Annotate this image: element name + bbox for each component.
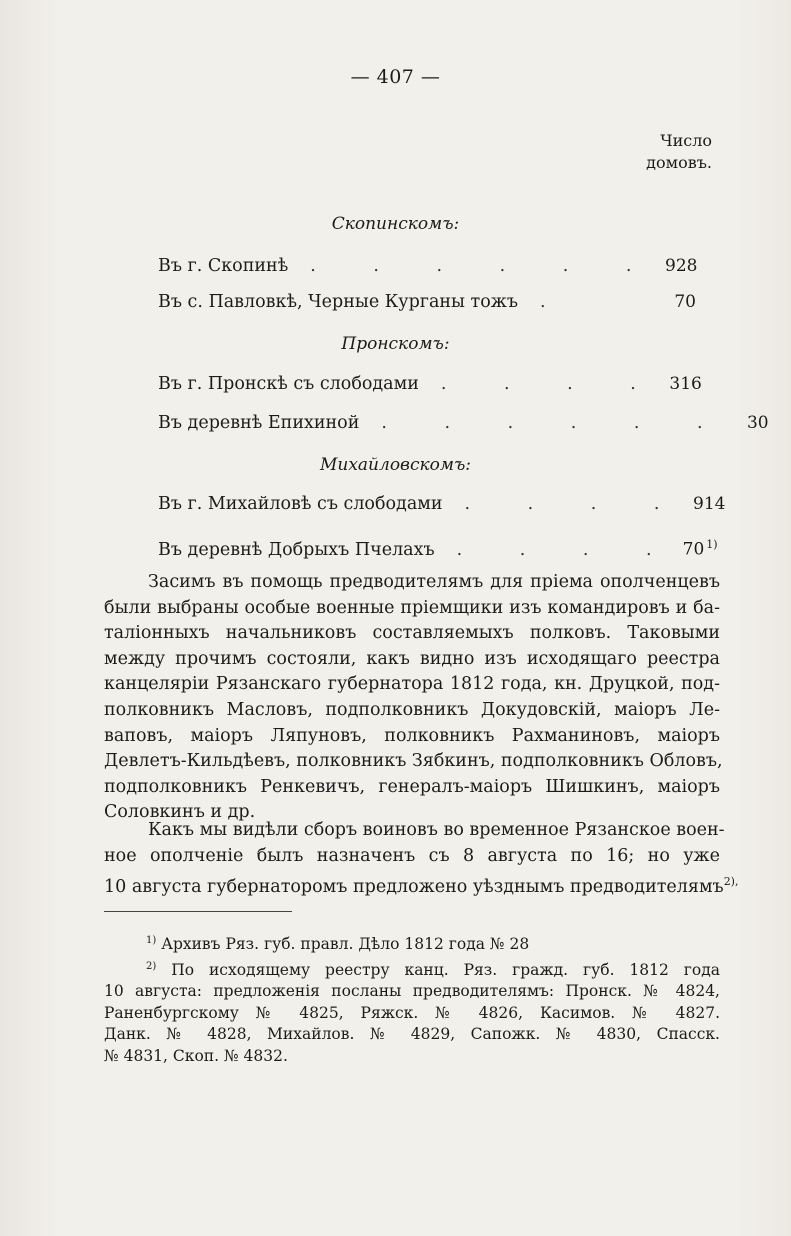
- entry-name: Въ г. Пронскѣ съ слободами: [158, 374, 419, 394]
- footnote-marker: 1): [146, 935, 157, 946]
- text-line: Девлетъ-Кильдѣевъ, полковникъ Зябкинъ, подполковникъ Обловъ,: [104, 751, 723, 772]
- text-line: полковникъ Масловъ, подполковникъ Докудовскій, маіоръ Ле-: [104, 699, 720, 720]
- text-line: канцеляріи Рязанскаго губернатора 1812 года, кн. Друцкой, под-: [104, 674, 720, 695]
- footnote-line: 10 августа: предложенія посланы предводителямъ: Пронск. № 4824,: [104, 982, 720, 1001]
- page-number: — 407 —: [350, 66, 441, 88]
- entry-dots: . . . .: [456, 539, 678, 560]
- text-line: подполковникъ Ренкевичъ, генералъ-маіоръ Шишкинъ, маіоръ: [104, 776, 720, 797]
- table-row: [158, 254, 696, 278]
- entry-dots: . . . . . .: [310, 256, 658, 276]
- footnote-line: № 4831, Скоп. № 4832.: [104, 1046, 288, 1065]
- entry-value: [678, 533, 718, 562]
- entry-value: 70: [674, 292, 696, 312]
- section-title-mikhailov: Михайловскомъ:: [319, 455, 472, 475]
- footnotes: [104, 930, 720, 1067]
- entry-value: 928: [665, 256, 698, 276]
- text-line: Засимъ въ помощь предводителямъ для пріема ополченцевъ: [148, 572, 720, 592]
- entry-dots: . . . . . .: [381, 413, 729, 433]
- table-row: [158, 290, 696, 314]
- text-line: [104, 869, 739, 898]
- entry-name: Въ г. Скопинѣ: [158, 256, 289, 276]
- entry-value: 316: [669, 374, 702, 394]
- table-row: [158, 411, 769, 435]
- footnote-2: [104, 956, 720, 982]
- entry-dots: . . . .: [464, 494, 686, 514]
- paragraph-2: [104, 818, 739, 898]
- entry-value-number: 70: [682, 539, 705, 560]
- paragraph-1: [104, 570, 723, 826]
- footnote-ref: 2),: [723, 875, 739, 889]
- text-line: Какъ мы видѣли сборъ воиновъ во временное Рязанское воен-: [148, 820, 725, 840]
- entry-name: Въ с. Павловкѣ, Черные Курганы тожъ: [158, 292, 518, 312]
- entry-name: Въ деревнѣ Епихиной: [158, 413, 360, 433]
- table-row: [158, 492, 726, 516]
- footnote-marker: 2): [146, 960, 157, 972]
- entry-value: 914: [693, 494, 726, 514]
- text-line: были выбраны особые военные пріемщики изъ командировъ и ба-: [104, 597, 720, 618]
- text-line: Соловкинъ и др.: [104, 802, 256, 823]
- entry-value: 30: [746, 413, 769, 433]
- footnote-text: Архивъ Ряз. губ. правл. Дѣло 1812 года № 28: [161, 935, 530, 954]
- table-row: [158, 533, 718, 562]
- section-title-skopin: Скопинскомъ:: [331, 214, 460, 234]
- entry-name: Въ г. Михайловѣ съ слободами: [158, 494, 443, 514]
- entry-name: Въ деревнѣ Добрыхъ Пчелахъ: [158, 539, 435, 560]
- text-line-part: 10 августа губернаторомъ предложено уѣзднымъ предводителямъ: [104, 877, 724, 898]
- column-header-line1: Число: [660, 131, 712, 150]
- section-title-pronsk: Пронскомъ:: [341, 334, 450, 354]
- footnote-line: Данк. № 4828, Михайлов. № 4829, Сапожк. № 4830, Спасск.: [104, 1025, 720, 1044]
- footnote-line: Раненбургскому № 4825, Ряжск. № 4826, Касимов. № 4827.: [104, 1003, 720, 1022]
- footnote-1: [104, 930, 720, 956]
- footnote-ref: 1): [706, 538, 718, 551]
- footnote-text: По исходящему реестру канц. Ряз. гражд. губ. 1812 года: [171, 960, 720, 979]
- text-line: таліонныхъ начальниковъ составляемыхъ полковъ. Таковыми: [104, 623, 720, 644]
- column-header-line2: домовъ.: [646, 153, 712, 172]
- text-line: ваповъ, маіоръ Ляпуновъ, полковникъ Рахманиновъ, маіоръ: [104, 725, 720, 746]
- column-header: [612, 130, 712, 174]
- footnote-divider: [104, 911, 292, 912]
- table-row: [158, 372, 702, 396]
- text-line: между прочимъ состояли, какъ видно изъ исходящаго реестра: [104, 648, 720, 669]
- entry-dots: . . . .: [440, 374, 662, 394]
- entry-dots: .: [540, 292, 572, 312]
- text-line: ное ополченіе былъ назначенъ съ 8 августа по 16; но уже: [104, 845, 720, 866]
